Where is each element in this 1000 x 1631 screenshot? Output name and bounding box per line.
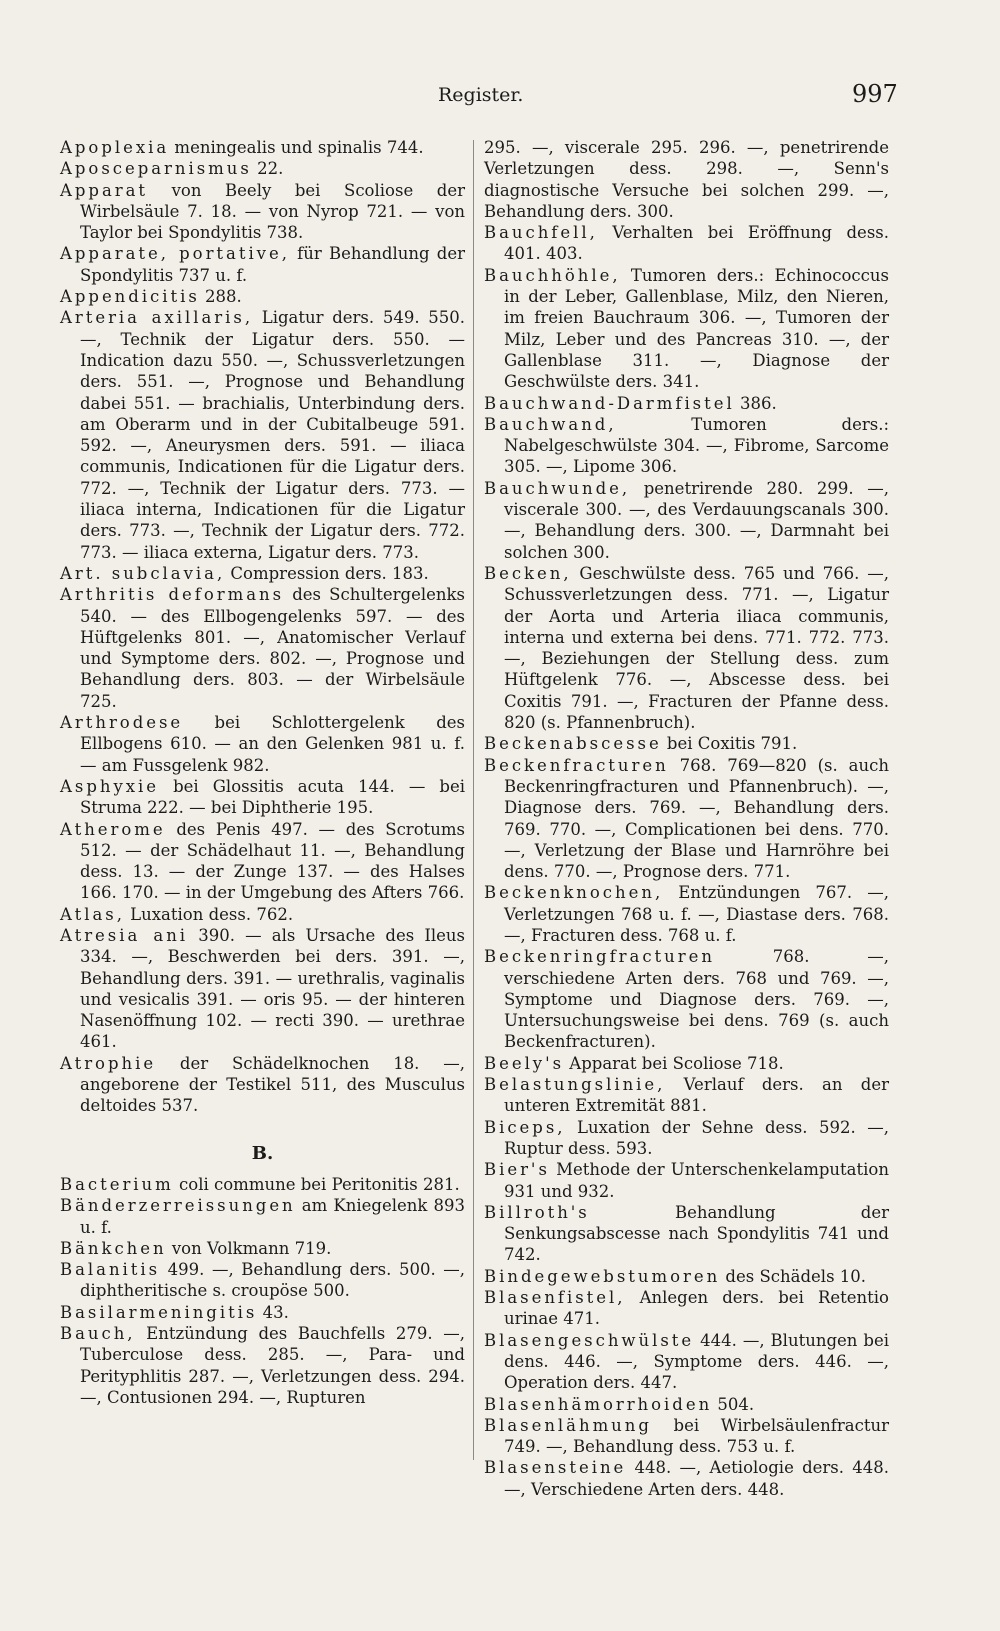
index-entry (60, 286, 465, 307)
entry-headword: Bänderzerreissungen (60, 1196, 296, 1216)
entry-headword: Bänkchen (60, 1238, 167, 1258)
entry-references: 448. —, Aetiologie ders. 448. —, Verschiedene Arten ders. 448. (504, 1458, 889, 1499)
index-entry (484, 1330, 889, 1394)
entry-headword: Blasengeschwülste (484, 1330, 695, 1350)
entry-headword: Bauchfell, (484, 223, 598, 243)
left-column (60, 137, 465, 1408)
entry-references: von Volkmann 719. (166, 1238, 332, 1258)
entry-references: für Behandlung der Spondylitis 737 u. f. (80, 244, 465, 285)
index-entry (484, 563, 889, 733)
entry-references: 499. —, Behandlung ders. 500. —, diphtheritische s. croupöse 500. (80, 1260, 465, 1301)
index-entry (484, 882, 889, 946)
index-entry (484, 733, 889, 754)
entry-headword: Apparate, portative, (60, 244, 290, 264)
entry-references: 288. (199, 287, 242, 307)
entry-headword: Atrophie (60, 1053, 157, 1073)
entry-headword: Bauch, (60, 1324, 136, 1344)
index-entry (60, 1174, 465, 1195)
entry-references: 768. —, verschiedene Arten ders. 768 und 769. —, Symptome und Diagnose ders. 769. —, Untersuchungsweise bei dens. 769 (s. auch Beckenfracturen). (504, 947, 889, 1052)
entry-headword: Bauchwand-Darmfistel (484, 393, 735, 413)
index-entry (60, 137, 465, 158)
entry-headword: Arthritis deformans (60, 585, 285, 605)
entry-headword: Apoplexia (60, 138, 170, 157)
entry-references: penetrirende 280. 299. —, viscerale 300. —, des Verdauungscanals 300. —, Behandlung ders. 300. —, Darmnaht bei solchen 300. (504, 478, 889, 562)
entry-references: Methode der Unterschenkelamputation 931 und 932. (504, 1160, 889, 1201)
entry-references: Tumoren ders.: Echinococcus in der Leber, Gallenblase, Milz, den Nieren, im freien Bauchraum 306. —, Tumoren der Milz, Leber und des Pancreas 310. —, der Gallenblase 311. —, Diagnose der Geschwülste ders. 341. (504, 265, 889, 392)
entry-references: bei Coxitis 791. (661, 734, 798, 754)
entry-references: 444. —, Blutungen bei dens. 446. —, Symptome ders. 446. —, Operation ders. 447. (504, 1330, 889, 1393)
entry-references: des Schädels 10. (720, 1266, 867, 1286)
index-entry (484, 478, 889, 563)
index-entry (60, 1302, 465, 1323)
entry-references: von Beely bei Scoliose der Wirbelsäule 7. 18. — von Nyrop 721. — von Taylor bei Spondylitis 738. (80, 180, 465, 243)
index-entry (484, 755, 889, 883)
index-entry (484, 1159, 889, 1202)
running-head (0, 78, 1000, 118)
entry-references: coli commune bei Peritonitis 281. (173, 1174, 460, 1194)
entry-references: Luxation dess. 762. (124, 904, 294, 924)
entry-headword: Beckenfracturen (484, 755, 669, 775)
entry-references: Entzündung des Bauchfells 279. —, Tuberculose dess. 285. —, Para- und Perityphlitis 287. —, Verletzungen dess. 294. —, Contusionen 294. —, Rupturen (80, 1324, 465, 1407)
index-entry (60, 904, 465, 925)
index-entry (484, 1415, 889, 1458)
index-entry (484, 1457, 889, 1500)
entry-references: Tumoren ders.: Nabelgeschwülste 304. —, Fibrome, Sarcome 305. —, Lipome 306. (504, 414, 889, 477)
index-entry (60, 925, 465, 1053)
entry-references: Verhalten bei Eröffnung dess. 401. 403. (504, 223, 889, 264)
entry-headword: Beckenknochen, (484, 883, 664, 903)
entry-headword: Blasenhämorrhoiden (484, 1394, 713, 1414)
section-letter: B. (251, 1142, 274, 1164)
entry-references: am Kniegelenk 893 u. f. (80, 1196, 465, 1237)
entry-references: 22. (251, 159, 284, 179)
entry-headword: Bier's (484, 1160, 550, 1180)
continued-entry: 295. —, viscerale 295. 296. —, penetrirende Verletzungen dess. 298. —, Senn's diagnostische Versuche bei solchen 299. —, Behandlung ders. 300. (484, 138, 889, 221)
entry-headword: Bauchwand, (484, 414, 617, 434)
entry-headword: Bacterium (60, 1174, 174, 1194)
entry-references: Ligatur ders. 549. 550. —, Technik der Ligatur ders. 550. — Indication dazu 550. —, Schussverletzungen ders. 551. —, Prognose und Behandlung dabei 551. — brachialis, Unterbindung ders. am Oberarm und in der Cubitalbeuge 591. 592. —, Aneurysmen ders. 591. — iliaca communis, Indicationen für die Ligatur ders. 772. —, Technik der Ligatur ders. 773. — iliaca interna, Indicationen für die Ligatur ders. 773. —, Technik der Ligatur ders. 772. 773. — iliaca externa, Ligatur ders. 773. (80, 308, 465, 562)
entry-headword: Arteria axillaris, (60, 308, 254, 328)
index-entry (484, 414, 889, 478)
entry-headword: Apparat (60, 180, 149, 200)
index-entry (60, 1259, 465, 1302)
entry-headword: Blasenlähmung (484, 1415, 652, 1435)
entry-references: 390. — als Ursache des Ileus 334. —, Beschwerden bei ders. 391. —, Behandlung ders. 391. — urethralis, vaginalis und vesicalis 391. — oris 95. — der hinteren Nasenöffnung 102. — recti 390. — urethrae 461. (80, 925, 465, 1052)
entry-headword: Blasensteine (484, 1458, 627, 1478)
index-entry (484, 1202, 889, 1266)
index-entry (484, 222, 889, 265)
right-column (484, 137, 889, 1500)
entry-headword: Bindegewebstumoren (484, 1266, 721, 1286)
entry-headword: Atresia ani (60, 925, 189, 945)
entry-headword: Bauchhöhle, (484, 265, 621, 285)
column-divider (473, 140, 474, 1460)
index-entry (484, 265, 889, 393)
entry-references: Anlegen ders. bei Retentio urinae 471. (504, 1288, 889, 1329)
entry-references: bei Schlottergelenk des Ellbogens 610. — an den Gelenken 981 u. f. — am Fussgelenk 982. (80, 713, 465, 775)
entry-headword: Beckenabscesse (484, 734, 662, 754)
entry-references: Apparat bei Scoliose 718. (564, 1053, 784, 1073)
index-entry (484, 393, 889, 414)
index-entry (60, 819, 465, 904)
index-entry (484, 1266, 889, 1287)
entry-headword: Arthrodese (60, 713, 184, 733)
index-entry (60, 158, 465, 179)
entry-references: Entzündungen 767. —, Verletzungen 768 u. f. —, Diastase ders. 768. —, Fracturen dess. 768 u. f. (504, 883, 889, 945)
entry-headword: Asphyxie (60, 776, 160, 796)
entry-references: des Penis 497. — des Scrotums 512. — der Schädelhaut 11. —, Behandlung dess. 13. — der Zunge 137. — des Halses 166. 170. — in der Umgebung des Afters 766. (80, 819, 465, 903)
index-entry (60, 712, 465, 776)
index-entry (60, 1238, 465, 1259)
index-entry (60, 243, 465, 286)
index-entry (484, 1074, 889, 1117)
entry-headword: Bauchwunde, (484, 478, 631, 498)
index-entry (60, 1195, 465, 1238)
entry-references: Geschwülste dess. 765 und 766. —, Schussverletzungen dess. 771. —, Ligatur der Aorta und Arteria iliaca communis, interna und externa bei dens. 771. 772. 773. —, Beziehungen der Stellung dess. zum Hüftgelenk 776. —, Abscesse dess. bei Coxitis 791. —, Fracturen der Pfanne dess. 820 (s. Pfannenbruch). (504, 563, 889, 733)
entry-headword: Becken, (484, 563, 572, 583)
index-entry (484, 1117, 889, 1160)
entry-references: des Schultergelenks 540. — des Ellbogengelenks 597. — des Hüftgelenks 801. —, Anatomischer Verlauf und Symptome ders. 802. —, Prognose und Behandlung ders. 803. — der Wirbelsäule 725. (80, 585, 466, 711)
index-entry (60, 563, 465, 584)
entry-headword: Blasenfistel, (484, 1288, 626, 1308)
entry-references: der Schädelknochen 18. —, angeborene der Testikel 511, des Musculus deltoides 537. (80, 1053, 465, 1116)
index-entry (484, 1287, 889, 1330)
entry-references: 768. 769—820 (s. auch Beckenringfracturen und Pfannenbruch). —, Diagnose ders. 769. —, Behandlung ders. 769. 770. —, Complicationen bei dens. 770. —, Verletzung der Blase und Harnröhre bei dens. 770. —, Prognose ders. 771. (504, 755, 889, 882)
entry-headword: Balanitis (60, 1260, 161, 1280)
index-entry (60, 1323, 465, 1408)
index-entry (484, 1394, 889, 1415)
entry-headword: Aposceparnismus (60, 159, 252, 179)
entry-references: 43. (257, 1302, 289, 1322)
entry-headword: Beckenringfracturen (484, 947, 715, 967)
entry-headword: Beely's (484, 1053, 565, 1073)
index-entry (60, 180, 465, 244)
index-entry (60, 1053, 465, 1117)
index-entry (484, 1053, 889, 1074)
index-entry (60, 307, 465, 563)
page-number: 997 (852, 80, 898, 108)
entry-headword: Billroth's (484, 1202, 590, 1222)
entry-headword: Atherome (60, 819, 166, 839)
entry-references: bei Wirbelsäulenfractur 749. —, Behandlung dess. 753 u. f. (504, 1415, 889, 1457)
entry-headword: Art. subclavia, (60, 563, 226, 583)
index-entry (60, 584, 465, 712)
entry-headword: Appendicitis (60, 287, 200, 307)
entry-references: meningealis und spinalis 744. (169, 138, 424, 157)
entry-references: bei Glossitis acuta 144. — bei Struma 222. — bei Diphtherie 195. (80, 776, 465, 818)
index-entry (484, 946, 889, 1052)
index-entry (60, 776, 465, 819)
entry-headword: Atlas, (60, 904, 125, 924)
running-title: Register. (438, 84, 524, 106)
entry-references: 504. (712, 1394, 755, 1414)
entry-headword: Basilarmeningitis (60, 1302, 258, 1322)
entry-headword: Belastungslinie, (484, 1075, 666, 1095)
entry-references: Luxation der Sehne dess. 592. —, Ruptur dess. 593. (504, 1117, 889, 1158)
entry-headword: Biceps, (484, 1117, 566, 1137)
entry-references: Verlauf ders. an der unteren Extremität 881. (504, 1075, 889, 1116)
entry-references: Compression ders. 183. (225, 563, 429, 583)
entry-references: 386. (734, 393, 777, 413)
entry-references: Behandlung der Senkungsabscesse nach Spondylitis 741 und 742. (504, 1202, 889, 1265)
